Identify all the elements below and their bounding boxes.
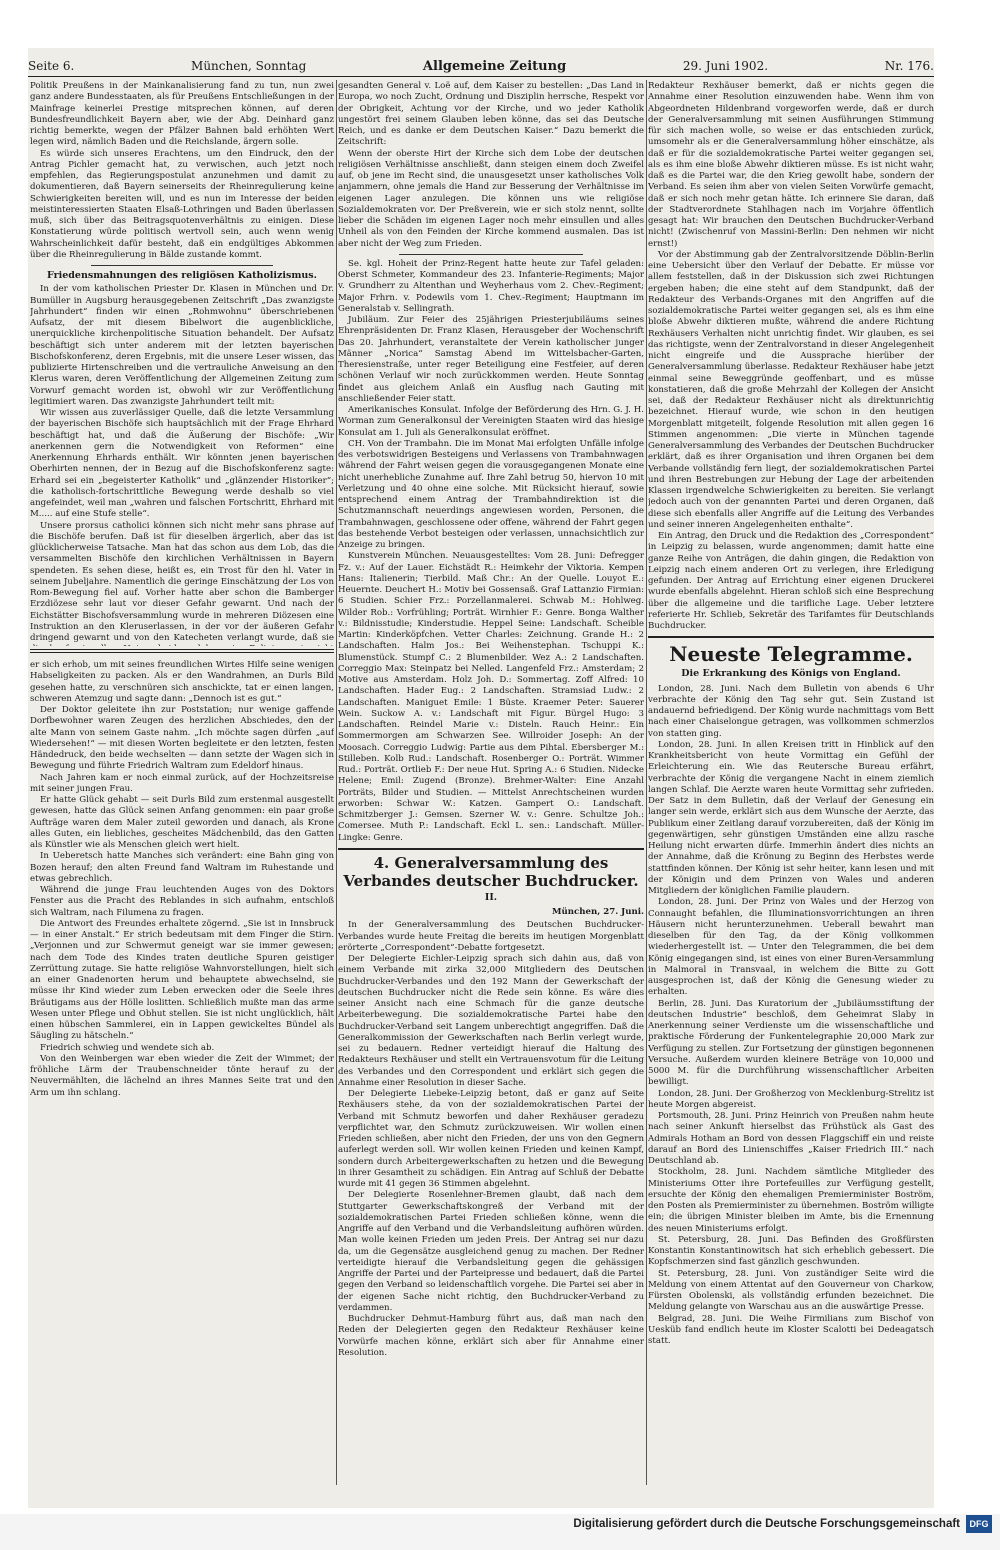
- telegram: London, 28. Juni. Der Großherzog von Mecklenburg-Strelitz ist heute Morgen abgereist.: [648, 1088, 934, 1110]
- header-date: 29. Juni 1902.: [682, 59, 769, 73]
- telegram: St. Petersburg, 28. Juni. Von zuständiger Seite wird die Meldung von einem Attentat auf den Gouverneur von Charkow, Fürsten Obolenski, als vollständig erfunden bezeichnet. Die Meldung gelangte von Warschau aus an die auswärtige Presse.: [648, 1268, 934, 1313]
- telegram: Portsmouth, 28. Juni. Prinz Heinrich von Preußen nahm heute nach seiner Ankunft hierselbst das Frühstück als Gast des Admirals Hotham an Bord von dessen Flaggschiff ein und reiste darauf an Bord des Linienschiffes „Kaiser Friedrich III.“ nach Deutschland ab.: [648, 1111, 934, 1166]
- paragraph: gesandten General v. Loë auf, dem Kaiser zu bestellen: „Das Land in Europa, wo noch Zucht, Ordnung und Disziplin herrsche, Respekt vor der Obrigkeit, Achtung vor der Kirche, und wo jeder Katholik ungestört frei seinem Glauben leben könne, das sei das Deutsche Reich, und es danke er dem Deutschen Kaiser.“ Dazu bemerkt die Zeitschrift:: [338, 81, 644, 148]
- header-rule: [28, 76, 934, 77]
- dfg-logo: DFG: [966, 1515, 992, 1533]
- paragraph: Friedrich schwieg und wendete sich ab.: [40, 1042, 215, 1053]
- paragraph: Buchdrucker Dehmut-Hamburg führt aus, daß man nach den Reden der Delegierten gegen den Redakteur Rexhäuser keine Vorwürfe machen könne, erklärt sich aber für Annahme einer Resolution.: [338, 1314, 644, 1358]
- paragraph: Der Delegierte Rosenlehner-Bremen glaubt, daß nach dem Stuttgarter Gewerkschaftskongreß der Verband mit der sozialdemokratischen Partei Frieden schließen könne, wenn die Angriffe auf den Verband und die Verbandsleitung aufhören würden. Man wolle keinen Frieden um jeden Preis. Der Antrag sei nur dazu da, um die Gegensätze ausgleichend genug zu machen. Der Redner verteidigte hierauf die Verbandsleitung gegen die gehässigen Angriffe der Partei und der Parteipresse und bedauert, daß die Partei gegen den Verband so leidenschaftlich vorgehe. Die Partei sei aber in der eigenen Sache nicht richtig, den Buchdrucker-Verband zu verdammen.: [338, 1190, 644, 1313]
- paragraph: CH. Von der Trambahn. Die im Monat Mai erfolgten Unfälle infolge des verbotswidrigen Besteigens und Verlassens von Trambahnwagen während der Fahrt weisen gegen die vorausgegangenen Monate eine nicht unerhebliche Zunahme auf. Ihre Zahl betrug 50, hiervon 10 mit Verletzung und 40 ohne eine solche. Mit Rücksicht hierauf, sowie entsprechend einem Antrag der Trambahndirektion ist die Schutzmannschaft neuerdings angewiesen worden, Personen, die Trambahnwagen, geschlossene oder offene, während der Fahrt gegen das bestehende Verbot besteigen oder verlassen, unnachsichtlich zur Anzeige zu bringen.: [338, 438, 644, 550]
- feuilleton-rule: [30, 649, 334, 653]
- paragraph: Die Antwort des Freundes erhaltete zögernd. „Sie ist in Innsbruck — in einer Anstalt.“ Er strich bedeutsam mit dem Finger die Stirn. „Verjonnen und zur Schwermut geneigt war sie immer gewesen; nach dem Tode des Kindes traten deutliche Spuren geistiger Zerrüttung zutage. Sie hatte religiöse Wahnvorstellungen, hielt sich an einer Gnadenorten herum und behauptete abwechselnd, sie müsse ihr Kind wieder zum Leben erwecken oder die Seele ihres Bräutigams aus der Hölle loslitten. Schließlich mußte man das arme Wesen unter Pflege und Obhut stellen. Sie ist nicht unglücklich, hält einen hübschen Sammlerei, ein in Lappen gewickeltes Bündel als Säugling zu hätscheln.“: [30, 918, 334, 1042]
- telegram: London, 28. Juni. Der Prinz von Wales und der Herzog von Connaught befahlen, die Illuminationsvorrichtungen an ihren Häusern nicht herunterzunehmen. Ueberall bewahrt man dieselben für den Tag, da der König vollkommen wiederhergestellt ist. — Unter den Telegrammen, die bei dem König eingegangen sind, ist eines von einer Buren-Versammlung in Malmoral in Transvaal, in welchem die Bitte zu Gott ausgesprochen ist, daß der König die Genesung wieder zu erhalten.: [648, 897, 934, 998]
- paragraph: Politik Preußens in der Mainkanalisierung fand zu tun, nun zwei ganz andere Bundesstaaten, als für Preußens Entschließungen in der Mainfrage keinerlei Prestige mitsprechen können, auf deren Bundesfreundlichkeit Bayern aber, wie der Abg. Deinhard ganz richtig bemerkte, wegen der Pfälzer Bahnen bald erhöhten Wert legen wird, nämlich Baden und die Reichslande, ärgern solle.: [30, 81, 334, 148]
- telegram: Belgrad, 28. Juni. Die Weihe Firmilians zum Bischof von Uesküb fand endlich heute im Kloster Scalotti bei Dedeagatsch statt.: [648, 1313, 934, 1346]
- telegram: Stockholm, 28. Juni. Nachdem sämtliche Mitglieder des Ministeriums Otter ihre Portefeuilles zur Verfügung gestellt, ersuchte der König den ehemaligen Premierminister Boström, den Posten als Premierminister zu übernehmen. Boström willigte ein; die übrigen Minister bleiben im Amte, bis die Ernennung des neuen Ministeriums erfolgt.: [648, 1167, 934, 1234]
- column-1: [30, 81, 334, 646]
- paragraph: Er hatte Glück gehabt — seit Durls Bild zum erstenmal ausgestellt gewesen, hatte das Glück seinen Anfang genommen: ein paar große Aufträge waren dem Maler zuteil geworden und danach, als Krone alles Guten, ein liebliches, gescheites Mädchenbild, das den Gatten als Künstler wie als Menschen gleich wert hielt.: [30, 795, 334, 850]
- page-header: [28, 56, 934, 76]
- section-rule: [399, 254, 583, 255]
- issue-number: Nr. 176.: [884, 59, 934, 73]
- paragraph: Redakteur Rexhäuser bemerkt, daß er nichts gegen die Annahme einer Resolution einzuwenden habe. Wenn ihm von Abgeordneten Hildenbrand vorgeworfen werde, daß er durch der Generalversammlung mit seinen Ausführungen Stimmung für sich machen wolle, so weise er das entschieden zurück, umsomehr als er die Generalversammlung höher einschätze, als daß er für die sozialdemokratische Partei weiter gegangen sei, als es ihm eine bloße Abwehr diktieren müsse. Es ist nicht wahr, daß es die Partei war, die den Krieg gewollt habe, sondern der Verband. Es seien ihm aber von vielen Seiten Vorwürfe gemacht, daß er sich noch mehr getan hätte. Ich erinnere Sie daran, daß der Stadtverordnete Stahlhagen nach im Vorjahre öffentlich gesagt hat: Wir brauchen den Deutschen Buchdrucker-Verband nicht! (Zwischenruf von Massini-Berlin: Den nehmen wir nicht ernst!): [648, 81, 934, 249]
- page-number: Seite 6.: [28, 59, 75, 73]
- telegram-heading: Neueste Telegramme.: [669, 642, 913, 667]
- section-heading: Friedensmahnungen des religiösen Katholizismus.: [47, 270, 317, 281]
- paragraph: Während die junge Frau leuchtenden Auges von des Doktors Fenster aus die Pracht des Reblandes in sich aufnahm, entschloß sich Waltram, nach Filumena zu fragen.: [30, 885, 334, 918]
- paragraph: Es würde sich unseres Erachtens, um den Eindruck, den der Antrag Pichler gemacht hat, zu verwischen, auch jetzt noch empfehlen, das Regierungspostulat anzunehmen und damit zu dokumentieren, daß Bayern seinerseits der Rheinregulierung keine Schwierigkeiten bereiten will, und es nun im Interesse der beiden meistinteressierten Staaten Elsaß-Lothringen und Baden überlassen muß, sich über das Beitragsquotenverhältnis zu einigen. Diese Konstatierung würde politisch wertvoll sein, auch wenn wenig Wahrscheinlichkeit dafür besteht, daß ein endgültiges Abkommen über die Rheinregulierung in Bälde zustande kommt.: [30, 148, 334, 260]
- paragraph: Nach Jahren kam er noch einmal zurück, auf der Hochzeitsreise mit seiner jungen Frau.: [30, 772, 334, 794]
- column-3: [648, 81, 934, 1486]
- feuilleton-column: [30, 660, 334, 1480]
- article-heading: 4. Generalversammlung des Verbandes deutscher Buchdrucker.: [343, 853, 639, 890]
- column-2: [338, 81, 644, 1486]
- paragraph: Se. kgl. Hoheit der Prinz-Regent hatte heute zur Tafel geladen: Oberst Schmeter, Kommandeur des 23. Infanterie-Regiments; Major v. Grundherr zu Altenthan und Weyherhaus vom 2. Chev.-Regiment; Major Frhrn. v. Podewils vom 1. Chev.-Regiment; Hauptmann im Generalstab v. Sellingrath.: [338, 258, 644, 314]
- header-place: München, Sonntag: [191, 59, 307, 73]
- section-rule: [338, 848, 644, 850]
- telegram: London, 28. Juni. In allen Kreisen tritt in Hinblick auf den Krankheitsbericht von heute Vormittag ein Gefühl der Erleichterung ein. Wie das Reutersche Bureau erfährt, verbrachte der König die vergangene Nacht in einem ziemlich langen Schlaf. Die Aerzte waren heute Vormittag sehr zufrieden. Der Satz in dem Bulletin, daß der Verlauf der Genesung ein langer sein werde, erklärt sich aus dem Wunsche der Aerzte, das Publikum einer Zeitlang darauf vorzubereiten, daß der König im gegenwärtigen, sehr günstigen Umständen eine allzu rasche Heilung nicht erwarten dürfe. Immerhin ändert dies nichts an der Annahme, daß die Krönung zu Beginn des Herbstes werde stattfinden können. Der König ist sehr heiter, kann lesen und mit der Königin und dem Prinzen von Wales und anderen Mitgliedern der königlichen Familie plaudern.: [648, 739, 934, 896]
- paragraph: Vor der Abstimmung gab der Zentralvorsitzende Döblin-Berlin eine Uebersicht über den Verlauf der Debatte. Er müsse vor allem feststellen, daß in der Diskussion sich zwei Richtungen ergeben haben; die eine steht auf dem Standpunkt, daß der Redakteur des Verbands-Organes mit den Angriffen auf die sozialdemokratische Partei weiter gegangen sei, als es ihm eine bloße Abwehr diktieren mußte, während die andere Richtung Rexhäusers Verhalten nicht unrichtig findet. Wir glauben, es sei das richtigste, wenn der Zentralvorstand in dieser Angelegenheit nicht eingreife und die Aussprache hierüber der Generalversammlung überlasse. Redakteur Rexhäuser habe jetzt einmal seine Beweggründe geoffenbart, und es müsse konstatieren, daß die große Mehrzahl der Kollegen der Ansicht sei, daß der Redakteur Rexhäuser nicht als direktunrichtig bezeichnet. Hierauf wurde, wie schon in den heutigen Morgenblatt mitgeteilt, folgende Resolution mit allen gegen 16 Stimmen angenommen: „Die vierte in München tagende Generalversammlung des Verbandes der Deutschen Buchdrucker erklärt, daß es ihrer Organisation und ihren Organen bei dem Verbande vollständig fern liegt, der sozialdemokratischen Partei und ihren Bestrebungen zur Hebung der Lage der arbeitenden Klassen irgendwelche Schwierigkeiten zu bereiten. Sie verlangt jedoch auch von der genannten Partei und deren Organen, daß diese sich ebenfalls aller Angriffe auf die Leitung des Verbandes und seiner inneren Angelegenheiten enthalte“.: [648, 249, 934, 530]
- paragraph: Wir wissen aus zuverlässiger Quelle, daß die letzte Versammlung der bayerischen Bischöfe sich hauptsächlich mit der Frage Ehrhard beschäftigt hat, und daß die Äußerung der Bischöfe: „Wir anerkennen gern die Notwendigkeit von Reformen“ eine Anerkennung Ehrhards enthält. Wir könnten jenen bayerischen Oberhirten nennen, der in Bezug auf die Bischofskonferenz sagte: Erhard sei ein „begeisterter Katholik“ und „glänzender Historiker“; die katholisch-fortschrittliche Bewegung werde deshalb so viel angefeindet, weil man „wahren und falschen Fortschritt, Ehrhard mit M..... auf eine Stufe stelle“.: [30, 408, 334, 520]
- column-divider: [646, 80, 647, 1485]
- section-rule: [648, 636, 934, 638]
- section-rule: [91, 265, 273, 266]
- paragraph: er sich erhob, um mit seines freundlichen Wirtes Hilfe seine wenigen Habseligkeiten zu packen. Als er den Wandrahmen, an Durls Bild gesehen hatte, zu verschnüren sich anschickte, tat er einen langen, schweren Atemzug und sagte dann: „Dennoch ist es gut.“: [30, 660, 334, 704]
- paragraph: Der Doktor geleitete ihn zur Poststation; nur wenige gaffende Dorfbewohner waren Zeugen des herzlichen Abschiedes, den der alte Mann von seinem Gaste nahm. „Ich möchte sagen dürfen „auf Wiedersehen!“ — mit diesen Worten begleitete er den letzten, festen Händedruck, den beide wechselten — dann setzte der Wagen sich in Bewegung und führte Friedrich Waltram zum Edeldorf hinaus.: [30, 705, 334, 772]
- newspaper-title: Allgemeine Zeitung: [422, 58, 567, 74]
- paragraph: In der Generalversammlung des Deutschen Buchdrucker-Verbandes wurde heute Freitag die bereits im heutigen Morgenblatt erörterte „Correspondent“-Debatte fortgesetzt.: [338, 920, 644, 953]
- telegram: St. Petersburg, 28. Juni. Das Befinden des Großfürsten Konstantin Konstantinowitsch hat sich erheblich gebessert. Die Kopfschmerzen sind fast gänzlich geschwunden.: [648, 1234, 934, 1268]
- paragraph: Wenn der oberste Hirt der Kirche sich dem Lobe der deutschen religiösen Verhältnisse anschließt, dann steigen einem doch Zweifel auf, ob jene im Recht sind, die unausgesetzt unser katholisches Volk anjammern, ohne jemals die Hand zur Besserung der Verhältnisse im eigenen Lager anzulegen. Die können uns wie religiöse Sozialdemokraten vor. Der Preßverein, wie er sich stolz nennt, sollte lieber die Schäden im eigenen Lager noch mehr einsullen und alles Unheil als von den Feinden der Kirche kommend ausmalen. Das ist aber nicht der Weg zum Frieden.: [338, 148, 644, 249]
- paragraph: Der Delegierte Eichler-Leipzig sprach sich dahin aus, daß von einem Verbande mit zirka 32,000 Mitgliedern des Deutschen Buchdrucker-Verbandes und den 192 Mann der Gewerkschaft der deutschen Buchdrucker nicht die Rede sein könne. Es wäre dies seiner Ansicht nach eine Schmach für die ganze deutsche Arbeiterbewegung. Die sozialdemokratische Partei habe den Buchdrucker-Verband seit Langem unberechtigt angegriffen. Daß die Generalkommission der Gewerkschaften nach Berlin verlegt wurde, sei zu bedauern. Redner verteidigt hierauf die Haltung des Redakteurs Rexhäuser und stellt ein Vertrauensvotum für die Leitung des Verbandes und den Correspondent und erklärt sich gegen die Annahme einer Resolution in dieser Sache.: [338, 954, 644, 1088]
- telegram: Berlin, 28. Juni. Das Kuratorium der „Jubiläumsstiftung der deutschen Industrie“ beschloß, dem Geheimrat Slaby in Anerkennung seiner Verdienste um die wissenschaftliche und praktische Förderung der Funkentelegraphie 20,000 Mark zur Verfügung zu stellen. Zur Fortsetzung der günstigen begonnenen Versuche. Außerdem wurden kleinere Beträge von 10,000 und 5000 M. für die Durchführung wissenschaftlicher Arbeiten bewilligt.: [648, 998, 934, 1088]
- paragraph: Ein Antrag, den Druck und die Redaktion des „Correspondent“ in Leipzig zu belassen, wurde angenommen; damit hatte eine ganze Reihe von Anträgen, die dahin gingen, die Redaktion von Leipzig nach einem anderen Ort zu verlegen, ihre Erledigung gefunden. Der Antrag auf Errichtung einer eigenen Druckerei wurde ebenfalls abgelehnt. Hieran schloß sich eine Besprechung über die allgemeine und die tarifliche Lage. Ueber letztere referierte Hr. Schlieb, Sekretär des Tarifamtes für Deutschlands Buchdrucker.: [648, 531, 934, 631]
- paragraph: Unsere prorsus catholici können sich nicht mehr sans phrase auf die Bischöfe berufen. Daß ist für dieselben ärgerlich, aber das ist glücklicherweise Tatsache. Man hat das schon aus dem Lob, das die versammelten Bischöfe den kirchlichen Verhältnissen in Bayern spendeten. Es sehen diese, heißt es, ein Trost für den hl. Vater in seinem Jubeljahre. Namentlich die geringe Einschätzung der Los von Rom-Bewegung fiel auf. Vorher hatte aber schon die Bamberger Erzdiözese sehr laut vor dieser Gefahr gewarnt. Und nach der Eichstätter Bischofsversammlung wurde in mehreren Diözesen eine Instruktion an den Kleruserlassen, in der vor der äußeren Gefahr dringend gewarnt und von den Katecheten verlangt wurde, daß sie: [30, 520, 334, 643]
- paragraph: Von den Weinbergen war eben wieder die Zeit der Wimmet; der fröhliche Lärm der Traubenschneider tönte herauf zu der Neuvermählten, die lächelnd an ihres Mannes Seite trat und den Arm um ihn schlang.: [30, 1053, 334, 1098]
- paragraph: Jubiläum. Zur Feier des 25jährigen Priesterjubiläums seines Ehrenpräsidenten Dr. Franz Klasen, Herausgeber der Wochenschrift Das 20. Jahrhundert, veranstaltete der Verein katholischer junger Männer „Norica“ Samstag Abend im Wittelsbacher-Garten, Theresienstraße, unter reger Beteiligung eine Festfeier, auf deren schönen Verlauf wir noch zurückkommen werden. Heute Sonntag findet aus gleichem Anlaß ein Ausflug nach Gauting mit anschließender Feier statt.: [338, 315, 644, 404]
- telegram: London, 28. Juni. Nach dem Bulletin von abends 6 Uhr verbrachte der König den Tag sehr gut. Sein Zustand ist andauernd befriedigend. Der König wurde nachmittags vom Bett nach einer Chaiselongue getragen, was vollkommen schmerzlos von statten ging.: [648, 683, 934, 739]
- article-part: II.: [484, 891, 498, 903]
- paragraph: Amerikanisches Konsulat. Infolge der Beförderung des Hrn. G. J. H. Worman zum Generalkonsul der Vereinigten Staaten wird das hiesige Konsulat am 1. Juli als Generalkonsulat eröffnet.: [338, 405, 644, 438]
- paragraph: In der vom katholischen Priester Dr. Klasen in München und Dr. Bumüller in Augsburg herausgegebenen Zeitschrift „Das zwanzigste Jahrhundert“ finden wir einen „Rohmwohnu“ überschriebenen Aufsatz, der mit diesem Bibelwort die augenblickliche, unerquickliche kirchenpolitische Situation behandelt. Der Aufsatz beschäftigt sich unter anderem mit der letzten bayerischen Bischofskonferenz, deren Ergebnis, mit die unsere Leser wissen, das publizierte Hirtenschreiben und die vertrauliche Anweisung an den Klerus waren, deren Veröffentlichung der Allgemeinen Zeitung zum Vorwurf gemacht worden ist, obwohl wir zur Veröffentlichung legitimiert waren. Das zwanzigste Jahrhundert teilt mit:: [30, 284, 334, 407]
- dateline: München, 27. Juni.: [552, 907, 644, 917]
- paragraph: Der Delegierte Liebeke-Leipzig betont, daß er ganz auf Seite Rexhäusers stehe, da von der sozialdemokratischen Partei der Verband mit Schmutz beworfen und daher Rexhäuser geradezu verpflichtet war, den Schmutz zurückzuweisen. Wir wollen einen Frieden schließen, aber nicht den Frieden, der uns von den Gegnern auferlegt werden soll. Wir wollen keinen Frieden und keinen Kampf, sondern durch Arbeitergewerkschaften zu hetzen und die Bewegung in ihrer Gesamtheit zu schädigen. Ein Antrag auf Schluß der Debatte wurde mit 41 gegen 36 Stimmen abgelehnt.: [338, 1089, 644, 1189]
- funding-notice: Digitalisierung gefördert durch die Deutsche Forschungsgemeinschaft: [573, 1518, 960, 1530]
- telegram-subheading: Die Erkrankung des Königs von England.: [681, 668, 901, 680]
- column-divider: [336, 80, 337, 1485]
- paragraph: In Ueberetsch hatte Manches sich verändert: eine Bahn ging von Bozen herauf; den alten Freund fand Waltram im Ruhestande und etwas gebrechlich.: [30, 851, 334, 884]
- paragraph: Kunstverein München. Neuausgestelltes: Vom 28. Juni: Defregger Fz. v.: Auf der Lauer. Eichstädt R.: Heimkehr der Viktoria. Kempen Hans: Italienerin; Tierbild. Maß Chr.: An der Quelle. Louyot E.: Heuernte. Deuchert H.: Motiv bei Gossensaß. Graf Lattanzio Firmian: 6 Studien. Schier Frz.: Porzellanmalerei. Schwab M.: Hohlweg. Wilder Rob.: Vorfrühling; Porträt. Wirnhier F.: Genre. Bonga Walther v.: Bildnisstudie; Kinderstudie. Heppel Seine: Landschaft. Scheible Martin: Kinderköpfchen. Vetter Charles: Zeichnung. Grande H.: 2 Landschaften. Halm Jos.: Bei Weihenstephan. Tschuppi K.: Blumenstück. Stumpf C.: 2 Blumenbilder. Wez A.: 2 Landschaften. Correggio Max: Steinpatz bei Nelled. Langenfeld Frz.: Amsterdam; 2 Motive aus Amsterdam. Holz Joh. D.: Sommertag. Zoff Alfred: 10 Landschaften. Hader Eug.: 2 Landschaften. Stramsiad Ludw.: 2 Landschaften. Maniguet Emile: 1 Büste. Kraemer Peter: Sauerer Wein. Suckow A. v.: Landschaft mit Figur. Bürgel Hugo: 3 Landschaften. Reindel Marie v.: Disteln. Rauch Heinr.: Ein Sommermorgen am Schwarzen See. Willroider Joseph: An der Moosach. Correggio Ludwig: Partie aus dem Pihtal. Ebersberger M.: Stilleben. Kolb Rud.: Landschaft. Rosenberger O.: Porträt. Wimmer Rud.: Porträt. Ortlieb F.: Der neue Hut. Spring A.: 6 Studien. Nidecke Helene; Emil: Zugend (Bronze). Brehmer-Walter: Eine Anzahl Porträts, Bilder und Studien. — Mittelst Anrechtscheinen wurden erworben: Schwar W.: Katzen. Gampert O.: Landschaft. Schmitzberger J.: Gemsen. Szerner W. v.: Genre. Schultze Joh.: Comersee. Muth P.: Landschaft. Eckl L. sen.: Landschaft. Müller-Lingke: Genre.: [338, 551, 644, 843]
